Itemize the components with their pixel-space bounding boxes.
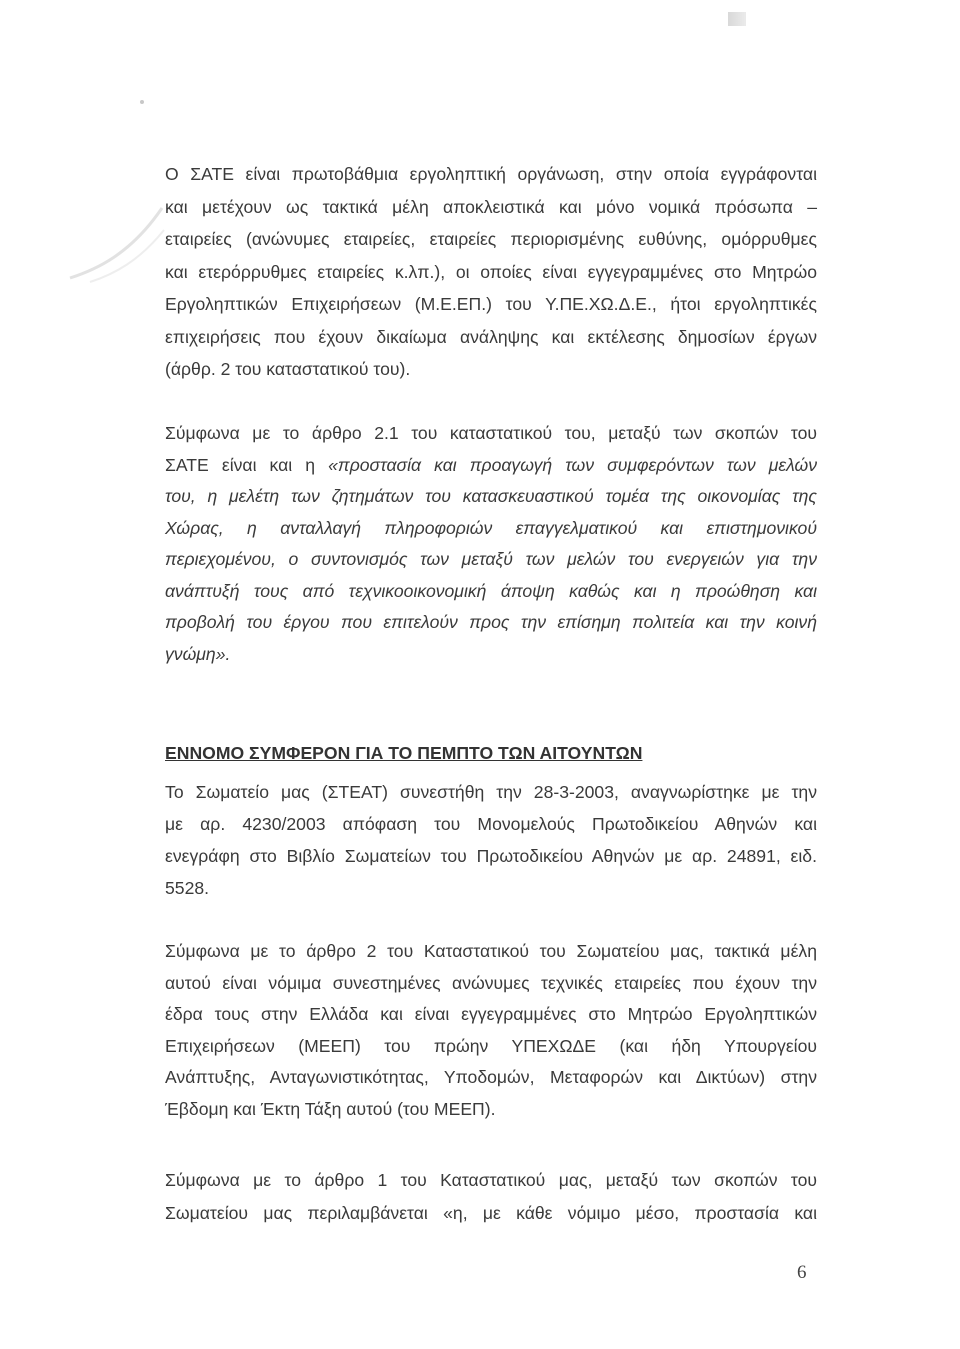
text-line: Σωματείου μας περιλαμβάνεται «η, με κάθε νόμιμο μέσο, προστασία και	[165, 1202, 817, 1223]
text-line: Ο ΣΑΤΕ είναι πρωτοβάθμια εργοληπτική οργάνωση, στην οποία εγγράφονται	[165, 164, 817, 184]
paragraph-sate-description	[165, 158, 817, 386]
text-line: Σύμφωνα με το άρθρο 1 του Καταστατικού μας, μεταξύ των σκοπών του	[165, 1170, 817, 1190]
text-quote-line: ανάπτυξή τους από τεχνικοοικονομική άποψη καθώς και η προώθηση και	[165, 580, 817, 601]
text-line-mixed	[165, 450, 817, 482]
text-line: και μετέχουν ως τακτικά μέλη αποκλειστικά και μόνο νομικά πρόσωπα –	[165, 196, 817, 217]
text-line: ενεγράφη στο Βιβλίο Σωματείων του Πρωτοδικείου Αθηνών με αρ. 24891, ειδ.	[165, 846, 817, 866]
scan-artifact-top	[728, 12, 746, 26]
text-line: Το Σωματείο μας (ΣΤΕΑΤ) συνεστήθη την 28-3-2003, αναγνωρίστηκε με την	[165, 782, 817, 802]
text-line: Έβδομη και Έκτη Τάξη αυτού (του ΜΕΕΠ).	[165, 1098, 496, 1119]
text-line: εταιρείες (ανώνυμες εταιρείες, εταιρείες περιορισμένης ευθύνης, ομόρρυθμες	[165, 229, 817, 249]
text-quote-line: περιεχομένου, ο συντονισμός των μεταξύ των μελών του ενεργειών για την	[165, 549, 817, 569]
scan-artifact-dot	[140, 100, 144, 104]
text-quote-line: γνώμη».	[165, 643, 231, 664]
paragraph-union-registration	[165, 776, 817, 904]
text-line: Σύμφωνα με το άρθρο 2.1 του καταστατικού του, μεταξύ των σκοπών του	[165, 423, 817, 443]
text-line: επιχειρήσεις που έχουν δικαίωμα ανάληψης και εκτέλεσης δημοσίων έργων	[165, 326, 817, 347]
text-line: αυτού είναι νόμιμα συνεστημένες ανώνυμες τεχνικές εταιρείες που έχουν την	[165, 972, 817, 993]
text-line: έδρα τους στην Ελλάδα και είναι εγγεγραμμένες στο Μητρώο Εργοληπτικών	[165, 1004, 817, 1024]
text-quote-italic: «προστασία και προαγωγή των συμφερόντων των μελών	[328, 454, 817, 475]
page-number: 6	[797, 1262, 807, 1283]
paragraph-sate-purposes	[165, 418, 817, 670]
scan-smudge-mark	[60, 200, 170, 290]
text-line: Εργοληπτικών Επιχειρήσεων (Μ.Ε.ΕΠ.) του Υ.ΠΕ.ΧΩ.Δ.Ε., ήτοι εργοληπτικές	[165, 294, 817, 314]
text-line: και ετερόρρυθμες εταιρείες κ.λπ.), οι οποίες είναι εγγεγραμμένες στο Μητρώο	[165, 261, 817, 282]
text-plain: ΣΑΤΕ είναι και η	[165, 454, 329, 475]
text-quote-line: Χώρας, η ανταλλαγή πληροφοριών επαγγελματικού και επιστημονικού	[165, 517, 817, 538]
text-quote-line: προβολή του έργου που επιτελούν προς την επίσημη πολιτεία και την κοινή	[165, 612, 817, 632]
text-line: με αρ. 4230/2003 απόφαση του Μονομελούς Πρωτοδικείου Αθηνών και	[165, 814, 817, 834]
section-heading: ΕΝΝΟΜΟ ΣΥΜΦΕΡΟΝ ΓΙΑ ΤΟ ΠΕΜΠΤΟ ΤΩΝ ΑΙΤΟΥΝΤΩΝ	[165, 743, 643, 763]
text-line: Ανάπτυξης, Ανταγωνιστικότητας, Υποδομών, Μεταφορών και Δικτύων) στην	[165, 1067, 817, 1087]
text-quote-line: του, η μελέτη των ζητημάτων του κατασκευαστικού τομέα της οικονομίας της	[165, 486, 817, 506]
paragraph-union-purposes	[165, 1164, 817, 1229]
text-line: (άρθρ. 2 του καταστατικού του).	[165, 359, 411, 379]
paragraph-union-members	[165, 936, 817, 1125]
text-line: Σύμφωνα με το άρθρο 2 του Καταστατικού του Σωματείου μας, τακτικά μέλη	[165, 941, 817, 961]
text-line: Επιχειρήσεων (ΜΕΕΠ) του πρώην ΥΠΕΧΩΔΕ (και ήδη Υπουργείου	[165, 1035, 817, 1056]
text-line: 5528.	[165, 878, 210, 898]
